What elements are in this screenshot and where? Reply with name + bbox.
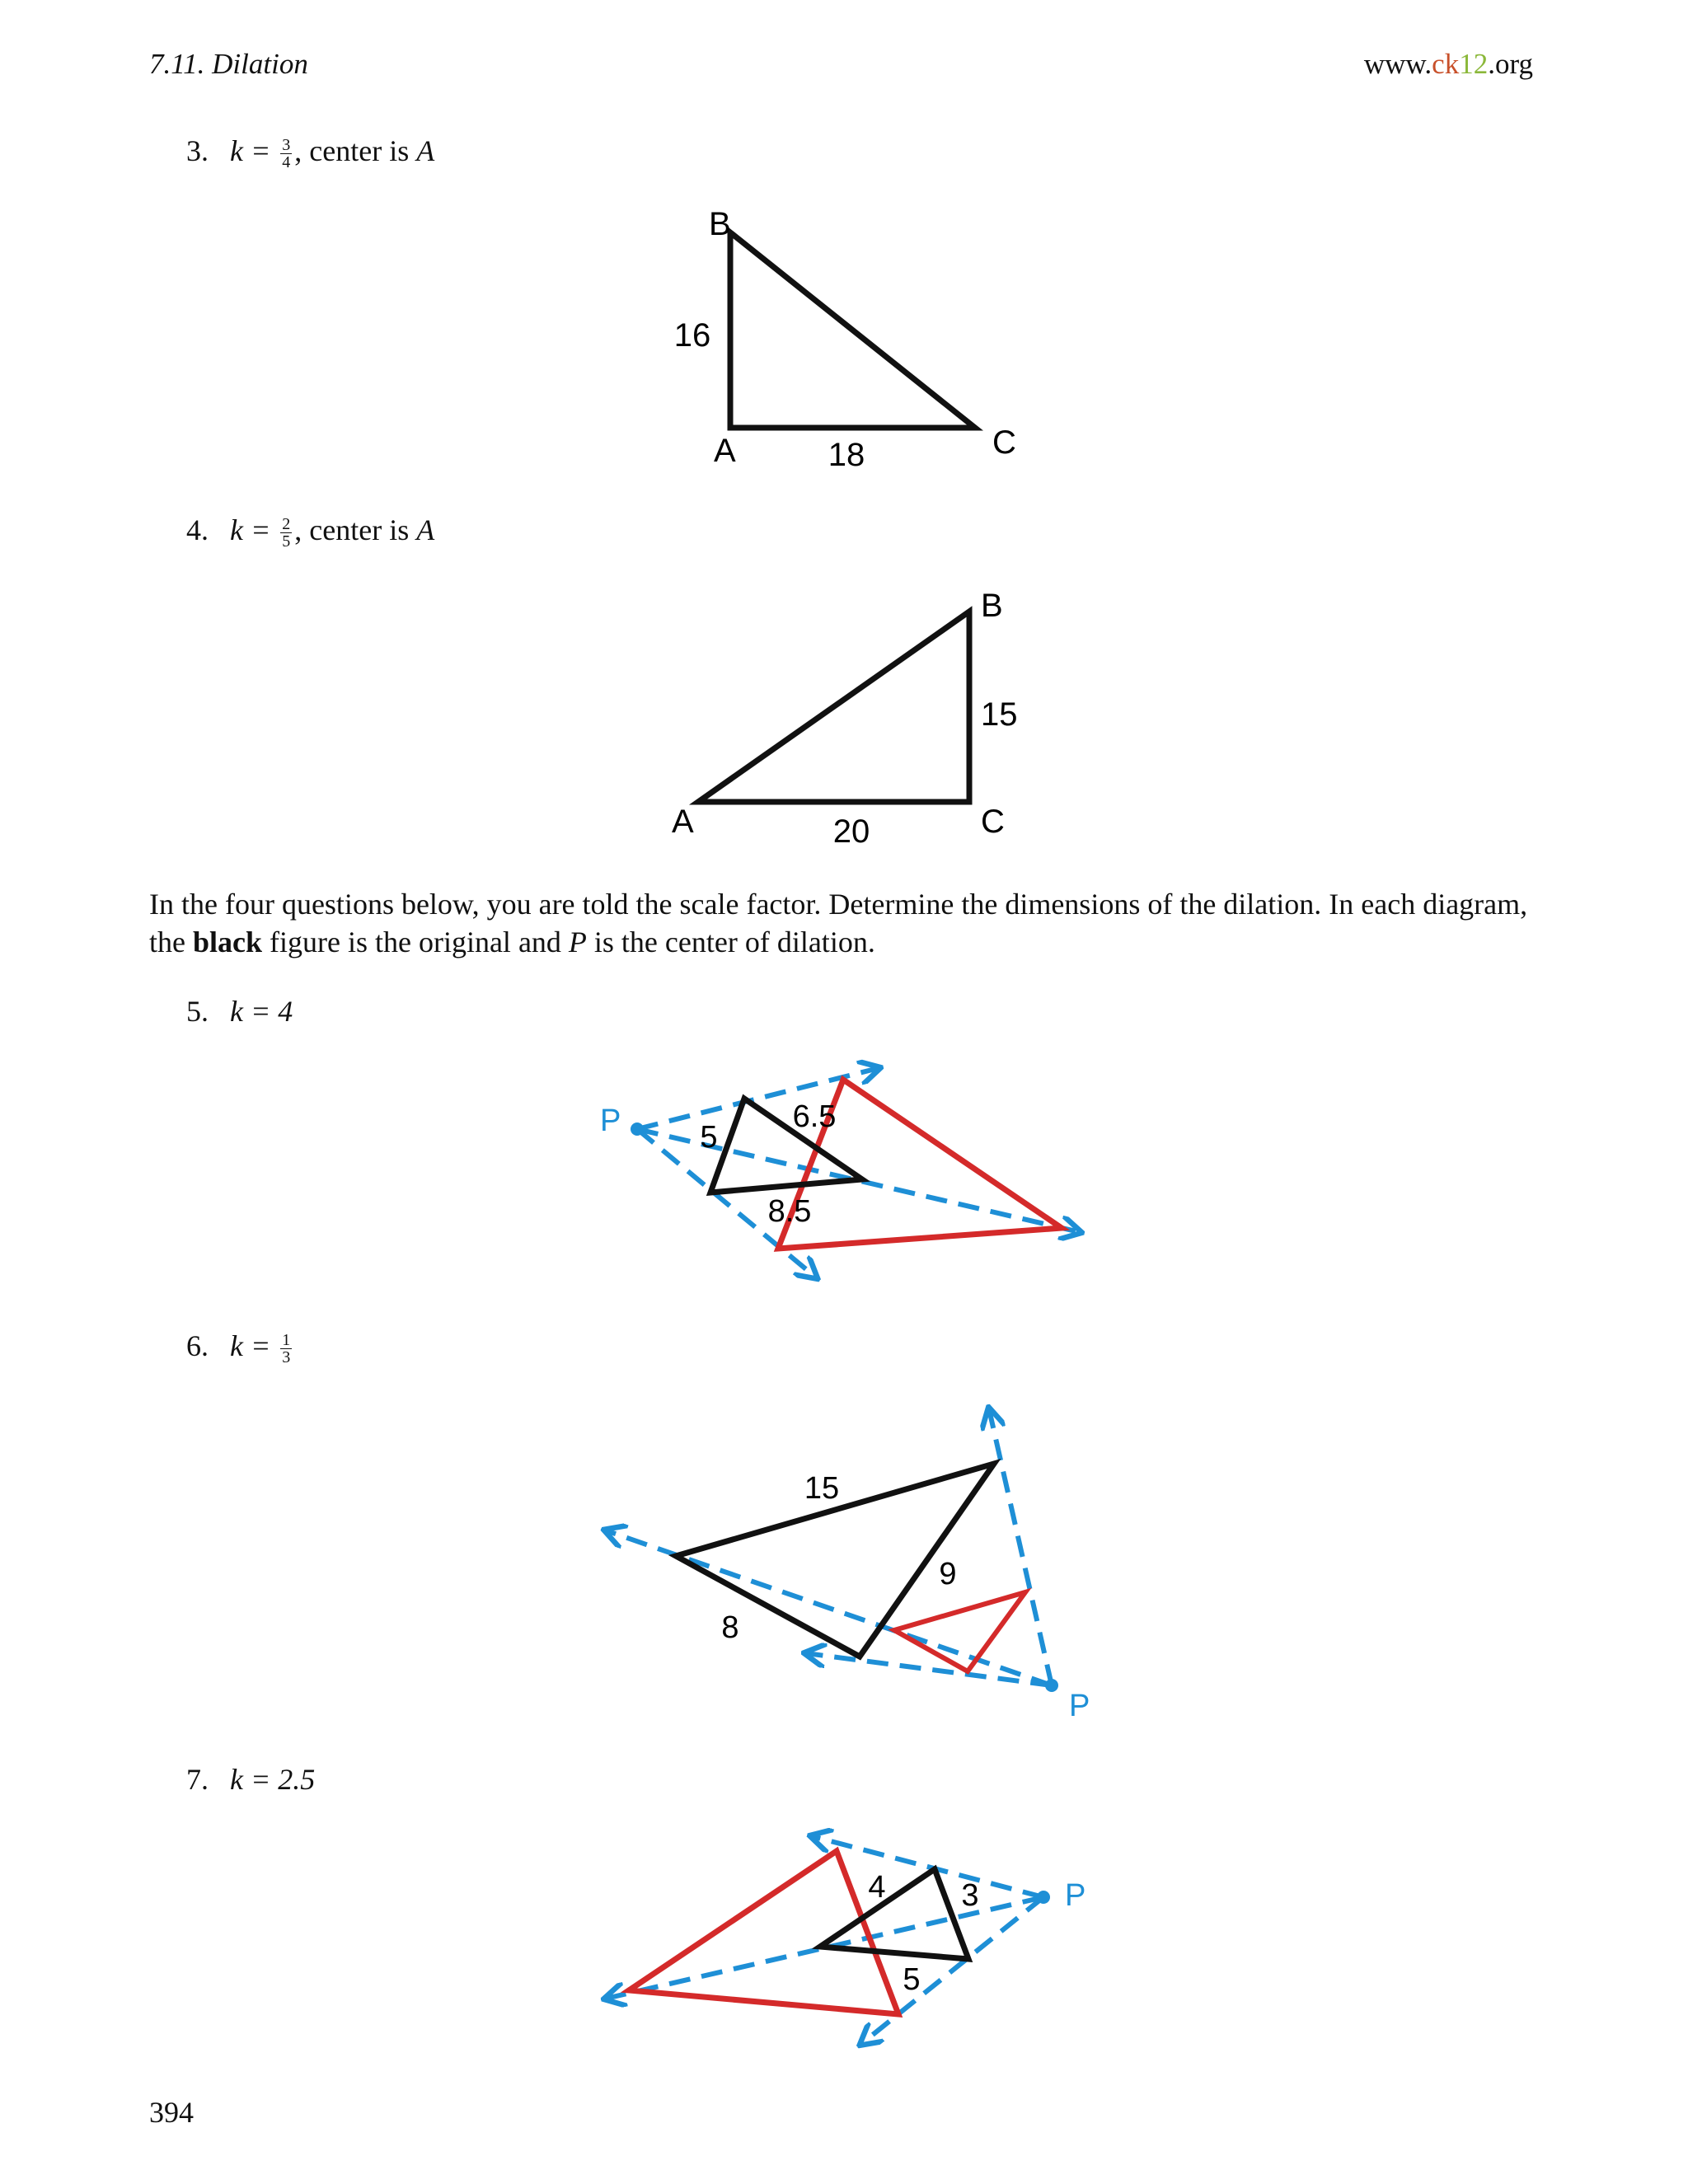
side-length-label: 15 [804, 1471, 840, 1506]
problem-number: 3. [186, 134, 209, 167]
fraction-denominator: 4 [282, 153, 291, 172]
fraction-numerator: 2 [282, 515, 291, 534]
side-length-label: 15 [981, 696, 1018, 733]
center-variable: A [416, 513, 435, 546]
fraction-denominator: 5 [282, 532, 291, 551]
figure-6-dilation [606, 1409, 1090, 1723]
site-url-suffix: .org [1488, 48, 1533, 80]
dilated-triangle [629, 1851, 898, 2014]
fraction-numerator: 3 [282, 136, 291, 155]
problem-number: 4. [186, 513, 209, 546]
instructions-text-1: In the four questions below, you are told the scale factor. Determine the dimensions of the dilation. In each diagram, the [149, 888, 1528, 958]
side-length-label: 5 [700, 1120, 718, 1155]
side-length-label: 18 [828, 437, 865, 473]
vertex-label-b: B [981, 588, 1003, 624]
vertex-label-c: C [981, 804, 1005, 840]
dilation-center-point [631, 1122, 644, 1136]
site-url-12: 12 [1459, 48, 1489, 80]
vertex-label-a: A [672, 804, 694, 840]
dilation-ray [989, 1409, 1052, 1685]
center-label-p: P [600, 1104, 621, 1138]
problem-number: 7. [186, 1763, 209, 1796]
side-length-label: 8.5 [767, 1194, 812, 1229]
scale-label: k = [230, 1329, 271, 1362]
dilation-center-point [1037, 1891, 1050, 1904]
site-url-prefix: www. [1363, 48, 1432, 80]
fraction-denominator: 3 [282, 1348, 291, 1367]
problem-text: , center is [294, 134, 417, 167]
section-title: 7.11. Dilation [149, 48, 308, 80]
figure-4-triangle [672, 588, 1018, 850]
vertex-label-a: A [714, 433, 736, 469]
side-length-label: 8 [721, 1610, 739, 1645]
side-length-label: 4 [868, 1870, 886, 1905]
problem-number: 5. [186, 995, 209, 1028]
scale-expression: k = 2.5 [230, 1763, 316, 1796]
instructions-bold-word: black [192, 926, 263, 958]
instructions-center-variable: P [568, 926, 587, 958]
side-length-label: 5 [903, 1962, 921, 1997]
original-triangle [698, 612, 969, 802]
figure-7-dilation [606, 1836, 1085, 2044]
side-length-label: 20 [832, 813, 870, 850]
scale-expression: k = 4 [230, 995, 293, 1028]
dilation-center-point [1045, 1679, 1058, 1692]
side-length-label: 3 [961, 1878, 979, 1913]
original-triangle [730, 232, 975, 428]
instructions-text-2: figure is the original and [262, 926, 569, 958]
scale-label: k = [230, 513, 271, 546]
scale-label: k = [230, 134, 271, 167]
figure-5-dilation [600, 1068, 1080, 1277]
page-number: 394 [149, 2096, 194, 2129]
vertex-label-c: C [992, 424, 1016, 461]
fraction-numerator: 1 [282, 1331, 291, 1350]
dilation-ray [606, 1530, 1052, 1685]
instructions-text-3: is the center of dilation. [586, 926, 875, 958]
problem-number: 6. [186, 1329, 209, 1362]
side-length-label: 9 [939, 1557, 957, 1591]
vertex-label-b: B [709, 206, 731, 242]
dilation-ray [806, 1653, 1052, 1685]
dilated-triangle [894, 1592, 1025, 1671]
original-triangle [710, 1099, 862, 1193]
figure-3-triangle [674, 206, 1016, 473]
center-label-p: P [1069, 1689, 1090, 1723]
center-label-p: P [1065, 1878, 1086, 1913]
dilation-ray [812, 1836, 1043, 1897]
site-url-ck: ck [1432, 48, 1460, 80]
center-variable: A [416, 134, 435, 167]
side-length-label: 16 [673, 317, 711, 354]
side-length-label: 6.5 [792, 1099, 837, 1134]
problem-text: , center is [294, 513, 417, 546]
